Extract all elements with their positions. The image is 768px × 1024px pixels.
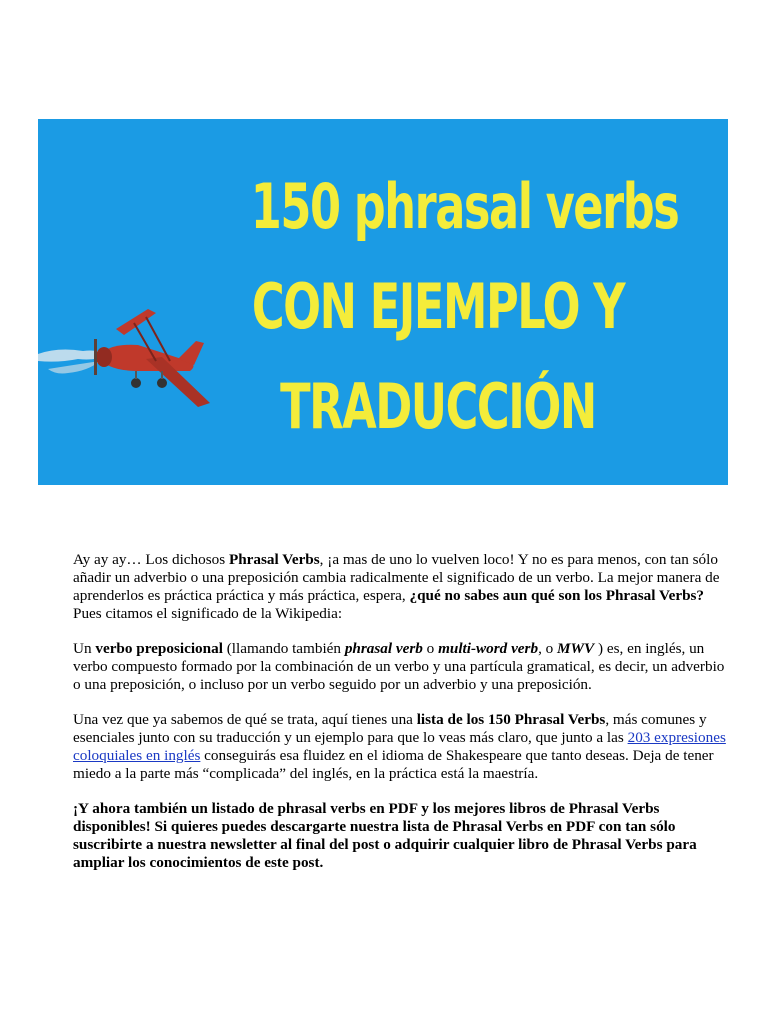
list-intro-paragraph (73, 711, 728, 783)
intro-paragraph (73, 551, 728, 623)
bold-text: lista de los 150 Phrasal Verbs (416, 711, 606, 728)
bold-italic-text: phrasal verb (344, 640, 423, 657)
text-span: Un (73, 640, 96, 657)
text-span: (llamando también (222, 640, 345, 657)
bold-text: verbo preposicional (95, 640, 223, 657)
text-span: o (422, 640, 439, 657)
pdf-announcement-paragraph (73, 800, 728, 872)
text-span: , o (538, 640, 558, 657)
banner-title-line: 150 phrasal verbs (250, 170, 679, 243)
bold-italic-text: MWV (557, 640, 595, 657)
text-span: Ay ay ay… Los dichosos (73, 551, 229, 568)
text-span: Una vez que ya sabemos de qué se trata, aquí tienes una (73, 711, 417, 728)
expressions-link[interactable]: 203 expresiones coloquiales en inglés (73, 729, 726, 764)
banner-title (250, 157, 679, 457)
hero-banner (38, 119, 728, 485)
definition-paragraph (73, 640, 728, 694)
article-body (73, 551, 728, 889)
bold-text: ¿qué no sabes aun qué son los Phrasal Verbs? (409, 587, 705, 604)
biplane-illustration (38, 299, 238, 419)
text-span: conseguirás esa fluidez en el idioma de Shakespeare que tanto deseas. Deja de tener miedo a la parte más “complicada” del inglés, en la práctica está la maestría. (73, 747, 714, 782)
text-span: , ¡a mas de uno lo vuelven loco! Y no es para menos, con tan sólo añadir un adverbio o una preposición cambia radicalmente el significado de un verbo. La mejor manera de aprenderlos es práctica práctica y más práctica, espera, (73, 551, 720, 604)
bold-text: Phrasal Verbs (228, 551, 320, 568)
banner-title-line: TRADUCCIÓN (280, 370, 596, 443)
bold-italic-text: multi-word verb (438, 640, 539, 657)
bold-text: ¡Y ahora también un listado de phrasal verbs en PDF y los mejores libros de Phrasal Verbs disponibles! Si quieres puedes descargarte nuestra lista de Phrasal Verbs en PDF con tan sólo suscribirte a nuestra newsletter al final del post o adquirir cualquier libro de Phrasal Verbs para ampliar los conocimientos de este post. (73, 800, 697, 871)
text-span: ) es, en inglés, un verbo compuesto formado por la combinación de un verbo y una partícula gramatical, es decir, un adverbio o una preposición, o incluso por un verbo seguido por un adverbio y una preposición. (73, 640, 725, 693)
banner-title-line: CON EJEMPLO Y (251, 270, 625, 343)
text-span: Pues citamos el significado de la Wikipedia: (73, 605, 343, 622)
text-span: , más comunes y esenciales junto con su traducción y un ejemplo para que lo veas más claro, que junto a las (73, 711, 707, 746)
